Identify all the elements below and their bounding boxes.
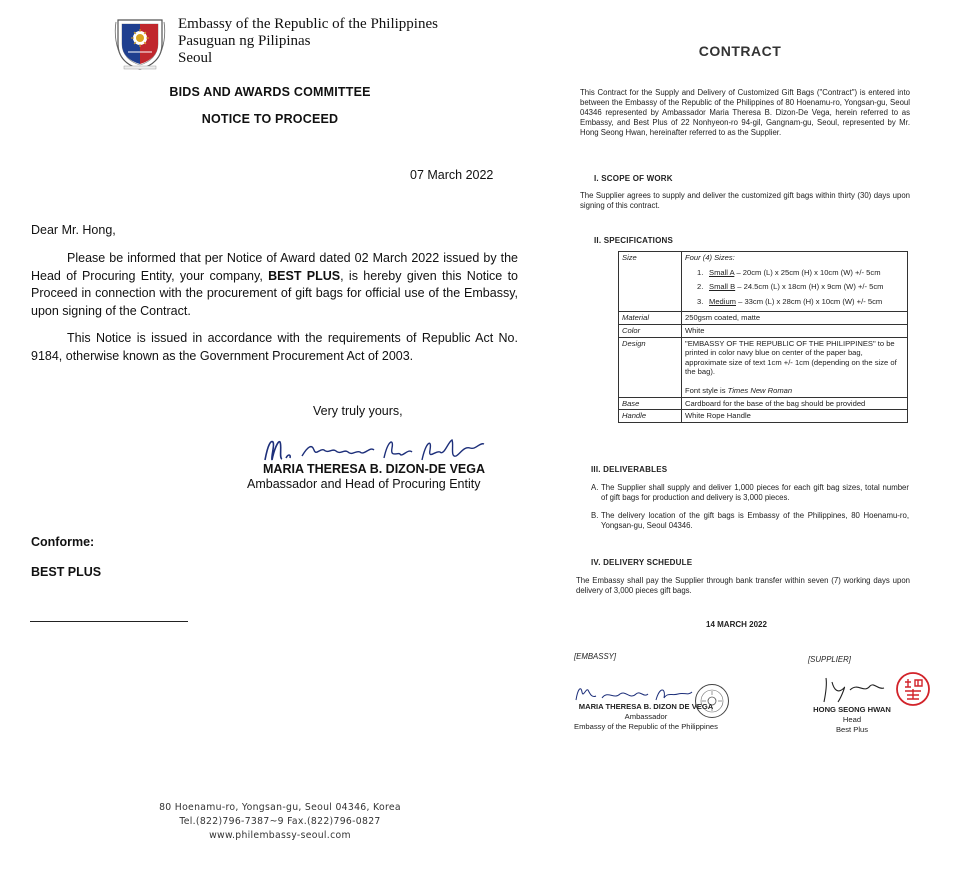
- supplier-signer-org: Best Plus: [835, 725, 869, 734]
- spec-size-value: [682, 252, 908, 312]
- spec-handle-label: Handle: [619, 410, 682, 423]
- paragraph-award-text: Please be informed that per Notice of Award dated 02 March 2022 issued by the Head of Procuring Entity, your company,: [31, 251, 518, 283]
- spec-handle-value: White Rope Handle: [682, 410, 908, 423]
- embassy-signer-title: Ambassador: [624, 712, 668, 721]
- contract-page: [560, 0, 968, 876]
- spec-material-label: Material: [619, 312, 682, 325]
- supplier-signer-name: HONG SEONG HWAN: [813, 705, 891, 714]
- embassy-name: Embassy of the Republic of the Philippines: [178, 16, 438, 32]
- item-text: The Supplier shall supply and deliver 1,000 pieces for each gift bag sizes, total number of gift bags for production and delivery is 3,000 pieces.: [601, 483, 909, 502]
- size-name: Medium: [709, 296, 737, 306]
- paragraph-award: [31, 250, 518, 320]
- paragraph-legal-basis: This Notice is issued in accordance with the requirements of Republic Act No. 9184, otherwise known as the Government Procurement Act of 2003.: [31, 331, 518, 363]
- spec-size-label: Size: [619, 252, 682, 312]
- size-dimensions: – 33cm (L) x 28cm (H) x 10cm (W) +/- 5cm: [736, 296, 883, 306]
- spec-design-value: [682, 337, 908, 397]
- conforme-label: Conforme:: [31, 535, 95, 549]
- list-item: [685, 282, 904, 292]
- embassy-seal-icon: [114, 14, 166, 70]
- font-note-value: Times New Roman: [727, 385, 793, 395]
- spec-material-value: 250gsm coated, matte: [682, 312, 908, 325]
- embassy-label: [EMBASSY]: [574, 652, 617, 661]
- footer-phone: Tel.(822)796-7387~9 Fax.(822)796-0827: [179, 816, 381, 827]
- supplier-signature-icon: [818, 676, 890, 704]
- embassy-signer-name: MARIA THERESA B. DIZON DE VEGA: [578, 702, 714, 711]
- contract-intro: This Contract for the Supply and Delivery of Customized Gift Bags ("Contract") is entered into between the Embassy of the Republic of the Philippines of 80 Hoenamu-ro, Yongsan-gu, Seoul 04346 represented by Ambassador Maria Theresa B. Dizon-De Vega, herein referred to as Embassy, and Best Plus of 22 Nonhyeon-ro 94-gil, Gangnam-gu, Seoul, represented by Mr. Hong Seong Hwan, hereinafter referred to as the Supplier.: [580, 88, 910, 137]
- contract-title: CONTRACT: [698, 43, 782, 59]
- table-row: [619, 397, 908, 410]
- closing-phrase: Very truly yours,: [313, 404, 403, 418]
- specifications-table: [618, 251, 908, 423]
- size-dimensions: – 24.5cm (L) x 18cm (H) x 9cm (W) +/- 5cm: [735, 282, 884, 292]
- spec-design-label: Design: [619, 337, 682, 397]
- document-title: NOTICE TO PROCEED: [201, 112, 339, 126]
- supplier-company-seal-icon: [895, 671, 931, 707]
- size-name: Small A: [709, 267, 735, 277]
- signatory-title: Ambassador and Head of Procuring Entity: [247, 477, 481, 491]
- item-text: The delivery location of the gift bags is Embassy of the Philippines, 80 Hoenamu-ro, Yongsan-gu, Seoul 04346.: [601, 511, 909, 530]
- spec-design-text: "EMBASSY OF THE REPUBLIC OF THE PHILIPPINES" to be printed in color navy blue on center of the paper bag, approximate size of text 1cm +/- 1cm (depending on the size of the bag).: [685, 338, 897, 377]
- spec-color-value: White: [682, 324, 908, 337]
- section-scope-title: I. SCOPE OF WORK: [594, 174, 673, 183]
- item-letter: B.: [591, 511, 599, 520]
- list-item: [685, 268, 904, 278]
- contract-date: 14 MARCH 2022: [706, 620, 767, 629]
- embassy-signer-org: Embassy of the Republic of the Philippines: [574, 722, 718, 731]
- size-list: [685, 268, 904, 307]
- size-number: 2.: [697, 282, 704, 292]
- footer-website: www.philembassy-seoul.com: [209, 830, 351, 841]
- list-item: [591, 511, 909, 531]
- conforme-signature-line: [30, 621, 188, 622]
- size-name: Small B: [709, 282, 736, 292]
- supplier-signer-title: Head: [842, 715, 862, 724]
- spec-base-value: Cardboard for the base of the bag should be provided: [682, 397, 908, 410]
- company-name: BEST PLUS: [268, 268, 341, 283]
- letter-body: [31, 250, 518, 365]
- item-letter: A.: [591, 483, 599, 492]
- spec-color-label: Color: [619, 324, 682, 337]
- paragraph-award-text-end: , is hereby given this Notice to Proceed in connection with the procurement of gift bags for official use of the Embassy, upon signing of the Contract.: [31, 268, 518, 318]
- committee-heading: BIDS AND AWARDS COMMITTEE: [169, 85, 371, 99]
- font-note-prefix: Font style is: [685, 385, 728, 395]
- table-row: [619, 312, 908, 325]
- salutation: Dear Mr. Hong,: [31, 223, 116, 237]
- section-delivery-title: IV. DELIVERY SCHEDULE: [591, 558, 693, 567]
- spec-size-intro: Four (4) Sizes:: [685, 253, 735, 262]
- supplier-label: [SUPPLIER]: [808, 655, 851, 664]
- section-scope-text: The Supplier agrees to supply and deliver the customized gift bags within thirty (30) days upon signing of this contract.: [580, 191, 910, 210]
- spec-base-label: Base: [619, 397, 682, 410]
- table-row: [619, 337, 908, 397]
- list-item: [685, 297, 904, 307]
- embassy-name-filipino: Pasuguan ng Pilipinas: [178, 33, 311, 49]
- section-delivery-text: The Embassy shall pay the Supplier through bank transfer within seven (7) working days upon delivery of 3,000 pieces gift bags.: [576, 576, 910, 595]
- spec-font-note: [685, 386, 904, 396]
- letter-date: 07 March 2022: [410, 168, 494, 182]
- list-item: [591, 483, 909, 503]
- table-row: [619, 324, 908, 337]
- size-number: 3.: [697, 296, 704, 306]
- table-row: [619, 252, 908, 312]
- signatory-name: MARIA THERESA B. DIZON-DE VEGA: [263, 462, 485, 476]
- table-row: [619, 410, 908, 423]
- embassy-city: Seoul: [178, 50, 213, 66]
- deliverables-list: [591, 483, 909, 531]
- size-number: 1.: [697, 267, 704, 277]
- size-dimensions: – 20cm (L) x 25cm (H) x 10cm (W) +/- 5cm: [734, 267, 881, 277]
- footer-address: 80 Hoenamu-ro, Yongsan-gu, Seoul 04346, Korea: [159, 802, 401, 813]
- section-deliverables-title: III. DELIVERABLES: [591, 465, 668, 474]
- section-specifications-title: II. SPECIFICATIONS: [594, 236, 674, 245]
- conforme-company: BEST PLUS: [31, 565, 102, 579]
